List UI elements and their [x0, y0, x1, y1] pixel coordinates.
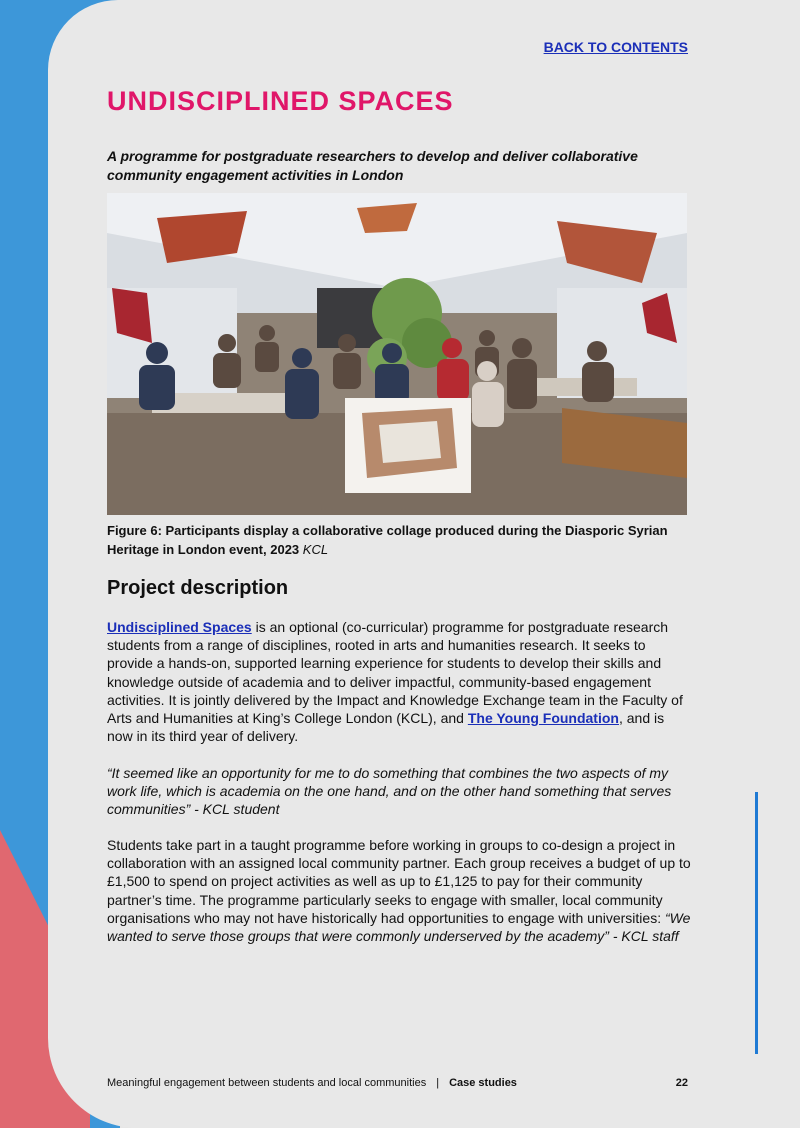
undisciplined-spaces-link[interactable]: Undisciplined Spaces	[107, 619, 252, 635]
paragraph2-text: Students take part in a taught programme before working in groups to co-design a project in collaboration with an assigned local community partner. Each group receives a budget of up to £1,500 to spend on project activities as well as up to £1,125 to pay for their community partner’s time. The programme particularly seeks to engage with smaller, local community organisations who may not have historically had opportunities to engage with universities:	[107, 837, 691, 926]
paragraph1-text-1: is an optional (co-curricular) programme for postgraduate research students from a range of disciplines, rooted in arts and humanities research. It seeks to provide a hands-on, supported learning experience for students to develop their skills and knowledge outside of academia and to deliver impactful, community-based engagement activities. It is jointly delivered by the Impact and Knowledge Exchange team in the Faculty of Arts and Humanities at King’s College London (KCL), and	[107, 619, 683, 727]
figure-credit: KCL	[302, 542, 329, 557]
paragraph-project-description	[107, 618, 692, 745]
side-accent-rule	[755, 792, 758, 1054]
footer-document-title: Meaningful engagement between students and local communities	[107, 1077, 427, 1089]
figure-caption	[107, 521, 692, 559]
figure-caption-text: Figure 6: Participants display a collaborative collage produced during the Diasporic Syrian Heritage in London event, 2023	[107, 523, 668, 557]
page-number: 22	[675, 1077, 688, 1089]
young-foundation-link[interactable]: The Young Foundation	[467, 710, 619, 727]
paragraph1-text-2: , and is now in its third year of delivery.	[107, 710, 665, 745]
page-footer	[107, 1077, 688, 1089]
student-quote: “It seemed like an opportunity for me to do something that combines the two aspects of my work life, which is academia on the one hand, and on the other hand something that serves communities” - KCL student	[107, 765, 672, 818]
paragraph-programme-details	[107, 836, 692, 945]
back-to-contents-link[interactable]: BACK TO CONTENTS	[543, 39, 688, 55]
section-heading: Project description	[107, 577, 289, 599]
staff-quote: “We wanted to serve those groups that were commonly underserved by the academy” - KCL staff	[107, 909, 691, 945]
footer-section-name: Case studies	[449, 1077, 517, 1089]
event-photo	[107, 193, 687, 515]
page-title: UNDISCIPLINED SPACES	[107, 86, 454, 116]
footer-separator: |	[436, 1077, 440, 1089]
page-subtitle: A programme for postgraduate researchers to develop and deliver collaborative community engagement activities in London	[107, 148, 638, 183]
